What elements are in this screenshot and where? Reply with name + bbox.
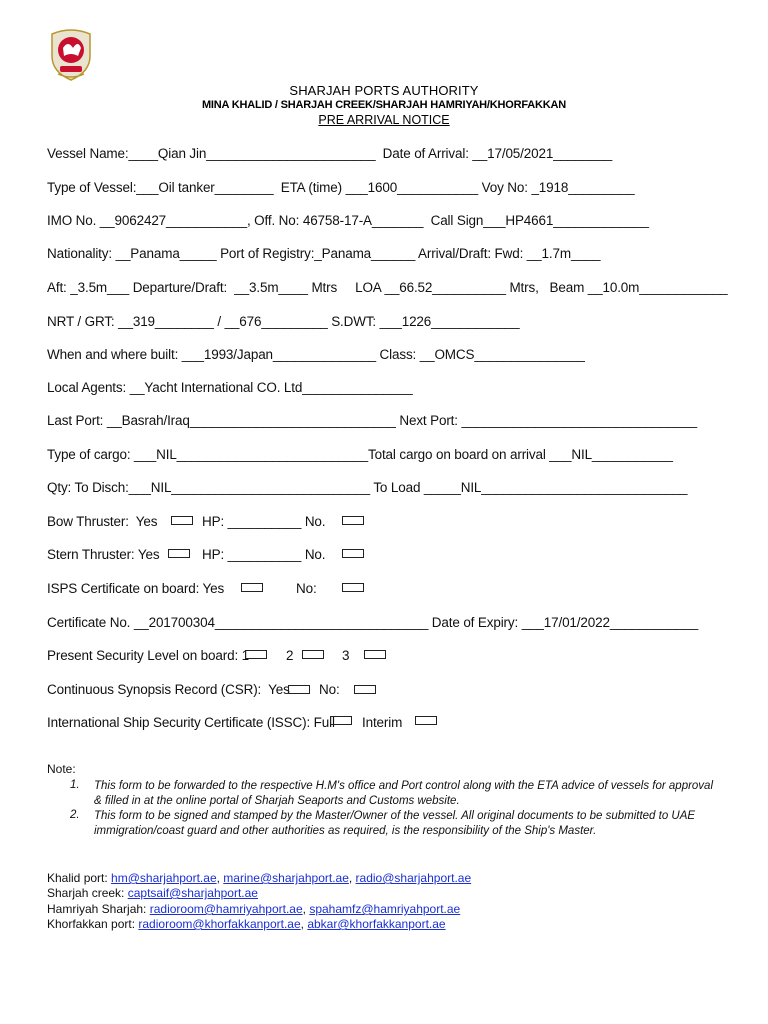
- contact-label: Khalid port:: [47, 871, 112, 885]
- security-level-label: Present Security Level on board: 1: [47, 648, 250, 663]
- security-level-3-label: 3: [342, 648, 350, 663]
- issc-label: International Ship Security Certificate (ISSC): Full: [47, 715, 335, 730]
- vessel-name-row: Vessel Name:____Qian Jin_______________________ Date of Arrival: __17/05/2021________: [47, 146, 613, 161]
- cargo-type-row: Type of cargo: ___NIL__________________________Total cargo on board on arrival ___NIL___________: [47, 447, 673, 462]
- stern-thruster-yes-checkbox[interactable]: [168, 549, 190, 558]
- vessel-type-row: Type of Vessel:___Oil tanker________ ETA (time) ___1600___________ Voy No: _1918_________: [47, 180, 635, 195]
- bow-thruster-yes-checkbox[interactable]: [171, 516, 193, 525]
- bow-thruster-no-checkbox[interactable]: [342, 516, 364, 525]
- issc-interim-label: Interim: [362, 715, 403, 730]
- email-link[interactable]: hm@sharjahport.ae: [111, 871, 217, 885]
- built-row: When and where built: ___1993/Japan______________ Class: __OMCS_______________: [47, 347, 585, 362]
- stern-thruster-no-checkbox[interactable]: [342, 549, 364, 558]
- nationality-row: Nationality: __Panama_____ Port of Registry:_Panama______ Arrival/Draft: Fwd: __1.7m____: [47, 246, 601, 261]
- email-link[interactable]: spahamfz@hamriyahport.ae: [309, 902, 461, 916]
- authority-title: SHARJAH PORTS AUTHORITY: [289, 83, 479, 98]
- contact-label: Hamriyah Sharjah:: [47, 902, 150, 916]
- tonnage-row: NRT / GRT: __319________ / __676_________ S.DWT: ___1226____________: [47, 314, 520, 329]
- csr-no-label: No:: [319, 682, 340, 697]
- isps-no-checkbox[interactable]: [342, 583, 364, 592]
- isps-no-label: No:: [296, 581, 317, 596]
- sharjah-emblem-icon: [48, 26, 94, 82]
- ports-row: Last Port: __Basrah/Iraq____________________________ Next Port: ________________________________: [47, 413, 697, 428]
- csr-yes-checkbox[interactable]: [288, 685, 310, 694]
- contact-label: Khorfakkan port:: [47, 917, 139, 931]
- security-level-1-checkbox[interactable]: [245, 650, 267, 659]
- note-number: 2.: [70, 809, 80, 821]
- email-link[interactable]: abkar@khorfakkanport.ae: [307, 917, 446, 931]
- issc-interim-checkbox[interactable]: [415, 716, 437, 725]
- contact-khorfakkan: [47, 917, 446, 931]
- isps-label: ISPS Certificate on board: Yes: [47, 581, 225, 596]
- security-level-2-checkbox[interactable]: [302, 650, 324, 659]
- imo-row: IMO No. __9062427___________, Off. No: 46758-17-A_______ Call Sign___HP4661_____________: [47, 213, 649, 228]
- isps-yes-checkbox[interactable]: [241, 583, 263, 592]
- email-link[interactable]: captsaif@sharjahport.ae: [127, 886, 258, 900]
- bow-thruster-label: Bow Thruster: Yes: [47, 514, 158, 529]
- email-link[interactable]: radio@sharjahport.ae: [355, 871, 472, 885]
- separator: ,: [216, 871, 224, 885]
- issc-full-checkbox[interactable]: [330, 716, 352, 725]
- qty-row: Qty: To Disch:___NIL___________________________ To Load _____NIL____________________________: [47, 480, 688, 495]
- certificate-row: Certificate No. __201700304_____________________________ Date of Expiry: ___17/01/2022____________: [47, 615, 699, 630]
- ports-subtitle: MINA KHALID / SHARJAH CREEK/SHARJAH HAMRIYAH/KHORFAKKAN: [201, 99, 567, 111]
- separator: ,: [348, 871, 356, 885]
- stern-thruster-label: Stern Thruster: Yes: [47, 547, 160, 562]
- form-title: PRE ARRIVAL NOTICE: [318, 113, 450, 127]
- csr-label: Continuous Synopsis Record (CSR): Yes: [47, 682, 290, 697]
- note-item: This form to be forwarded to the respective H.M's office and Port control along with the ETA advice of vessels for approval & filled in at the online portal of Sharjah Seaports and Customs website.: [94, 780, 714, 807]
- local-agents-row: Local Agents: __Yacht International CO. Ltd_______________: [47, 380, 413, 395]
- contact-hamriyah: [47, 902, 460, 916]
- email-link[interactable]: radioroom@khorfakkanport.ae: [138, 917, 301, 931]
- csr-no-checkbox[interactable]: [354, 685, 376, 694]
- email-link[interactable]: radioroom@hamriyahport.ae: [149, 902, 303, 916]
- contact-label: Sharjah creek:: [47, 886, 128, 900]
- note-item: This form to be signed and stamped by the Master/Owner of the vessel. All original documents to be submitted to UAE immigration/coast guard and other authorities as required, is the responsibility of the Ship's Master.: [94, 810, 696, 837]
- email-link[interactable]: marine@sharjahport.ae: [223, 871, 349, 885]
- security-level-2-label: 2: [286, 648, 294, 663]
- separator: ,: [302, 902, 310, 916]
- note-number: 1.: [70, 779, 80, 791]
- security-level-3-checkbox[interactable]: [364, 650, 386, 659]
- contact-khalid: [47, 871, 471, 885]
- draft-row: Aft: _3.5m___ Departure/Draft: __3.5m____ Mtrs LOA __66.52__________ Mtrs, Beam __10.0m____________: [47, 280, 728, 295]
- separator: ,: [300, 917, 308, 931]
- stern-thruster-hp: HP: __________ No.: [202, 547, 326, 562]
- note-label: Note:: [47, 762, 76, 776]
- contact-creek: [47, 886, 258, 900]
- bow-thruster-hp: HP: __________ No.: [202, 514, 326, 529]
